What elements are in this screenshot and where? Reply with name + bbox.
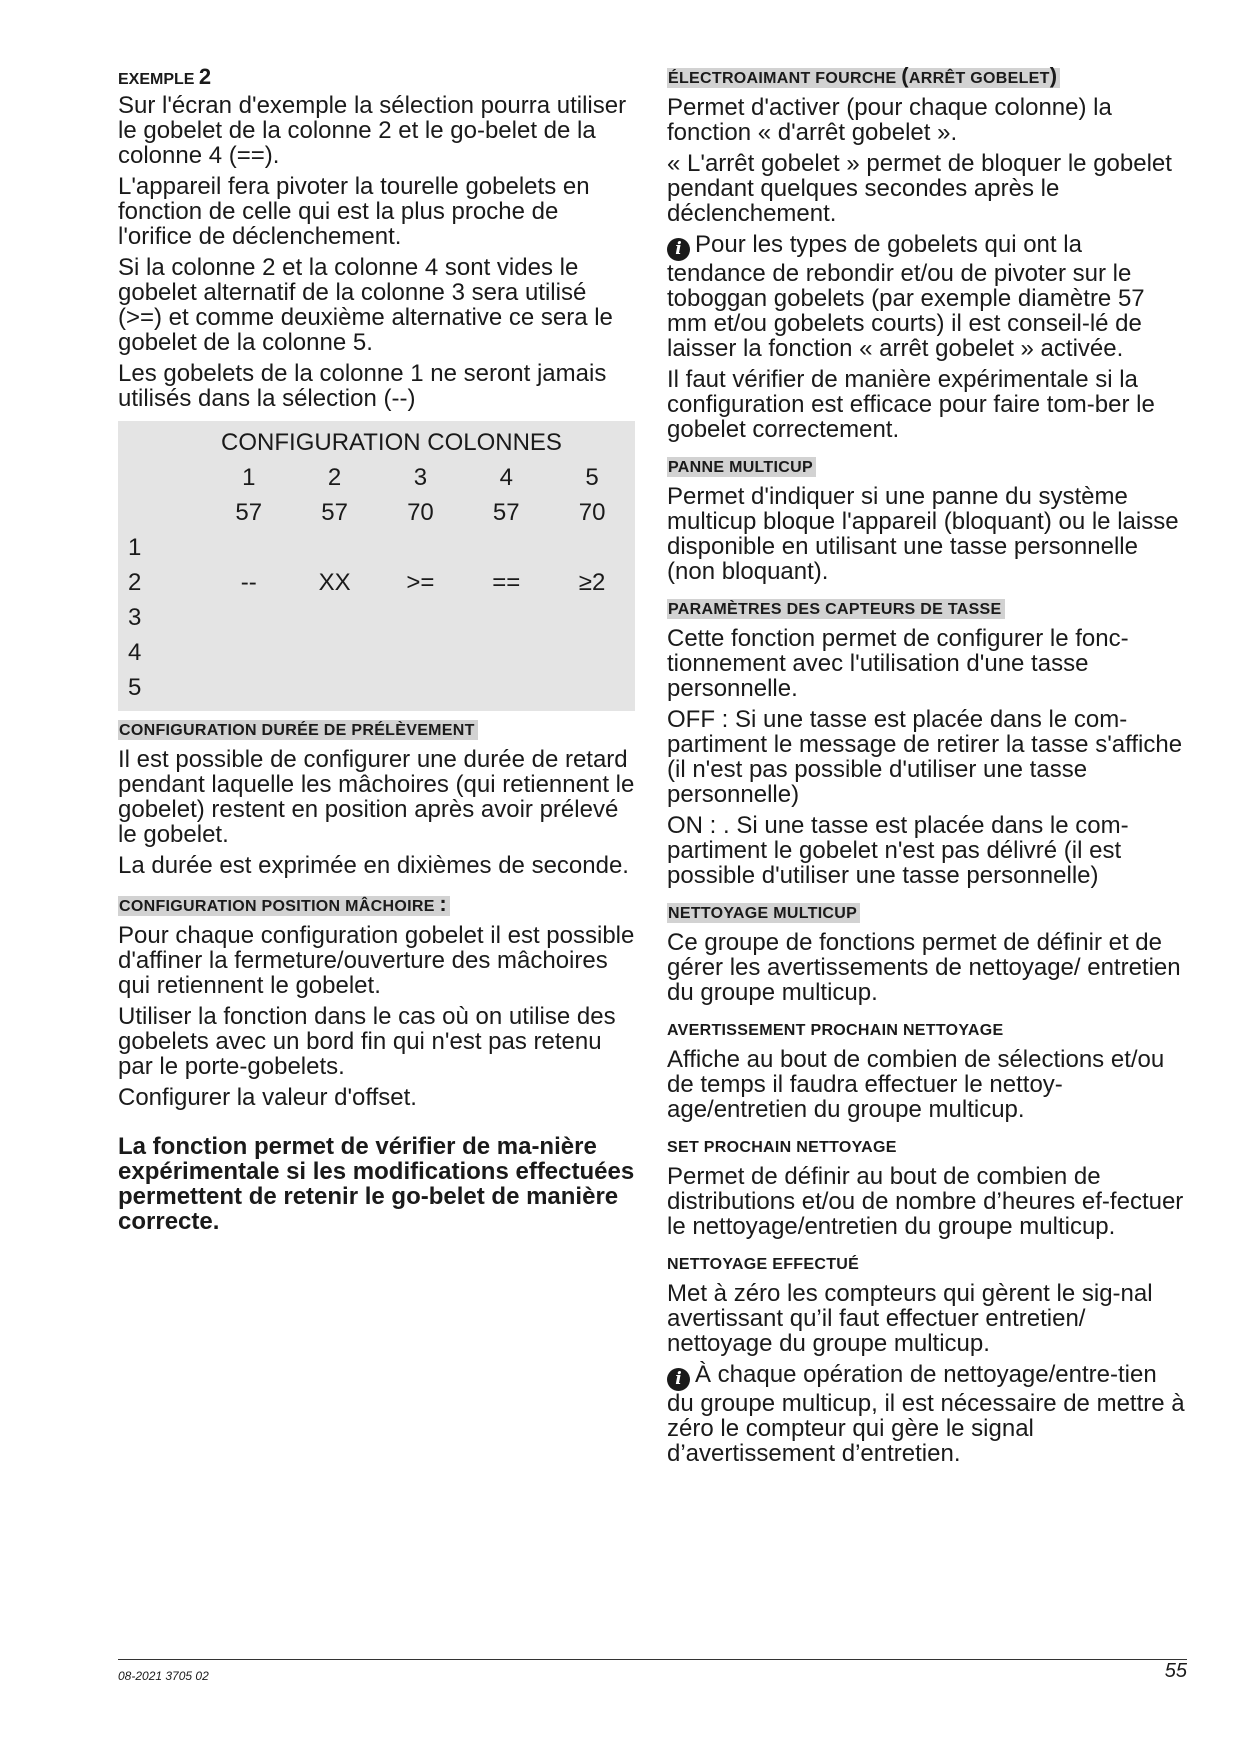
config-table-title: CONFIGURATION COLONNES (221, 429, 562, 456)
info-paragraph: i À chaque opération de nettoyage/entre-tien du groupe multicup, il est nécessaire de mettre à zéro le compteur qui gère le signal d’avertissement d’entretien. (667, 1361, 1185, 1467)
section-heading-panne: PANNE MULTICUP (667, 456, 1187, 480)
paragraph: La durée est exprimée en dixièmes de seconde. (118, 852, 629, 879)
table-row (118, 670, 635, 705)
bold-note: La fonction permet de vérifier de ma-nière expérimentale si les modifications effectuées permettent de retenir le go-belet de manière correcte. (118, 1133, 635, 1235)
column-size: 57 (235, 499, 263, 526)
section-heading-capteurs: PARAMÈTRES DES CAPTEURS DE TASSE (667, 598, 1187, 622)
section-heading-duree: CONFIGURATION DURÉE DE PRÉLÈVEMENT (118, 719, 635, 743)
document-code: 08-2021 3705 02 (118, 1669, 209, 1683)
column-number: 1 (242, 464, 256, 491)
table-cell (549, 670, 635, 705)
paragraph: Pour chaque configuration gobelet il est possible d'affiner la fermeture/ouverture des mâchoires qui retiennent le gobelet. (118, 922, 635, 999)
table-cell: ≥2 (578, 569, 606, 596)
paragraph: Permet d'indiquer si une panne du système multicup bloque l'appareil (bloquant) ou le laisse disponible en utilisant une tasse personnelle (non bloquant). (667, 483, 1179, 585)
left-column (118, 64, 635, 1234)
table-row (118, 600, 635, 635)
table-cell (378, 670, 464, 705)
config-columns-table (118, 421, 635, 711)
paragraph: Permet de définir au bout de combien de distributions et/ou de nombre d’heures ef-fectuer le nettoyage/entretien du groupe multicup. (667, 1163, 1184, 1240)
table-cell (549, 530, 635, 565)
section-heading-position: CONFIGURATION POSITION MÂCHOIRE : (118, 892, 635, 919)
section-heading-nettoyage: NETTOYAGE MULTICUP (667, 902, 1187, 926)
table-cell: -- (240, 569, 257, 596)
table-cell (292, 670, 378, 705)
paragraph: Il faut vérifier de manière expérimentale si la configuration est efficace pour faire tom-ber le gobelet correctement. (667, 366, 1155, 443)
table-row (118, 635, 635, 670)
column-size: 70 (407, 499, 434, 526)
table-cell (292, 600, 378, 635)
table-cell (549, 635, 635, 670)
table-cell: >= (406, 569, 435, 596)
section-heading-effectue: NETTOYAGE EFFECTUÉ (667, 1256, 860, 1273)
section-heading-avertissement: AVERTISSEMENT PROCHAIN NETTOYAGE (667, 1022, 1004, 1039)
column-size: 70 (578, 499, 606, 526)
section-heading-electroaimant: ÉLECTROAIMANT FOURCHE (ARRÊT GOBELET) (667, 64, 1187, 91)
table-cell: XX (318, 569, 351, 596)
paragraph: Utiliser la fonction dans le cas où on utilise des gobelets avec un bord fin qui n'est pas retenu par le porte-gobelets. (118, 1003, 616, 1080)
paragraph: Cette fonction permet de configurer le fonc-tionnement avec l'utilisation d'une tasse personnelle. (667, 625, 1129, 702)
row-label: 2 (128, 569, 142, 596)
table-cell (206, 600, 292, 635)
example-number: 2 (198, 64, 212, 89)
table-cell: == (492, 569, 521, 596)
column-sizes-row (118, 495, 635, 530)
paragraph: Permet d'activer (pour chaque colonne) la fonction « d'arrêt gobelet ». (667, 94, 1112, 146)
paragraph: OFF : Si une tasse est placée dans le com-partiment le message de retirer la tasse s'affiche (il n'est pas possible d'utiliser une tasse personnelle) (667, 706, 1183, 808)
table-cell (549, 600, 635, 635)
column-numbers-row (118, 460, 635, 495)
table-cell (463, 670, 549, 705)
column-number: 3 (413, 464, 428, 491)
table-cell (463, 635, 549, 670)
right-column (667, 64, 1187, 1472)
info-icon: i (667, 238, 690, 261)
table-cell (378, 635, 464, 670)
table-cell (206, 530, 292, 565)
paragraph: Affiche au bout de combien de sélections et/ou de temps il faudra effectuer le nettoy-age/entretien du groupe multicup. (667, 1046, 1165, 1123)
section-heading-set: SET PROCHAIN NETTOYAGE (667, 1139, 897, 1156)
paragraph: Sur l'écran d'exemple la sélection pourra utiliser le gobelet de la colonne 2 et le go-belet de la colonne 4 (==). (118, 92, 627, 169)
table-row (118, 530, 635, 565)
table-cell (292, 635, 378, 670)
table-cell (206, 635, 292, 670)
column-number: 5 (585, 464, 599, 491)
table-cell (378, 600, 464, 635)
row-label: 3 (128, 604, 142, 631)
table-cell (206, 670, 292, 705)
paragraph: Les gobelets de la colonne 1 ne seront jamais utilisés dans la sélection (--) (118, 360, 607, 412)
info-paragraph: i Pour les types de gobelets qui ont la tendance de rebondir et/ou de pivoter sur le toboggan gobelets (par exemple diamètre 57 mm et/ou gobelets courts) il est conseil-lé de laisser la fonction « arrêt gobelet » activée. (667, 231, 1145, 362)
page-number: 55 (1164, 1660, 1187, 1682)
table-cell (292, 530, 378, 565)
paragraph: Met à zéro les compteurs qui gèrent le sig-nal avertissant qu’il faut effectuer entretien/ nettoyage du groupe multicup. (667, 1280, 1153, 1357)
footer-divider (118, 1659, 1187, 1660)
column-size: 57 (321, 499, 348, 526)
column-size: 57 (492, 499, 520, 526)
table-cell (378, 530, 464, 565)
column-number: 2 (327, 464, 342, 491)
paragraph: L'appareil fera pivoter la tourelle gobelets en fonction de celle qui est la plus proche de l'orifice de déclenchement. (118, 173, 590, 250)
info-icon: i (667, 1368, 690, 1391)
row-label: 1 (128, 534, 142, 561)
paragraph: « L'arrêt gobelet » permet de bloquer le gobelet pendant quelques secondes après le déclenchement. (667, 150, 1172, 227)
table-cell (463, 530, 549, 565)
paragraph: ON : . Si une tasse est placée dans le com-partiment le gobelet n'est pas délivré (il est possible d'utiliser une tasse personnelle) (667, 812, 1129, 889)
row-label: 5 (128, 674, 142, 701)
paragraph: Il est possible de configurer une durée de retard pendant laquelle les mâchoires (qui retiennent le gobelet) restent en position après avoir prélevé le gobelet. (118, 746, 635, 848)
example-label: EXEMPLE (118, 71, 195, 88)
paragraph: Si la colonne 2 et la colonne 4 sont vides le gobelet alternatif de la colonne 3 sera utilisé (>=) et comme deuxième alternative ce sera le gobelet de la colonne 5. (118, 254, 613, 356)
paragraph: Configurer la valeur d'offset. (118, 1084, 417, 1111)
row-label: 4 (128, 639, 142, 666)
paragraph: Ce groupe de fonctions permet de définir et de gérer les avertissements de nettoyage/ entretien du groupe multicup. (667, 929, 1181, 1006)
example-heading (118, 64, 635, 93)
table-row (118, 565, 635, 600)
column-number: 4 (499, 464, 513, 491)
table-cell (463, 600, 549, 635)
